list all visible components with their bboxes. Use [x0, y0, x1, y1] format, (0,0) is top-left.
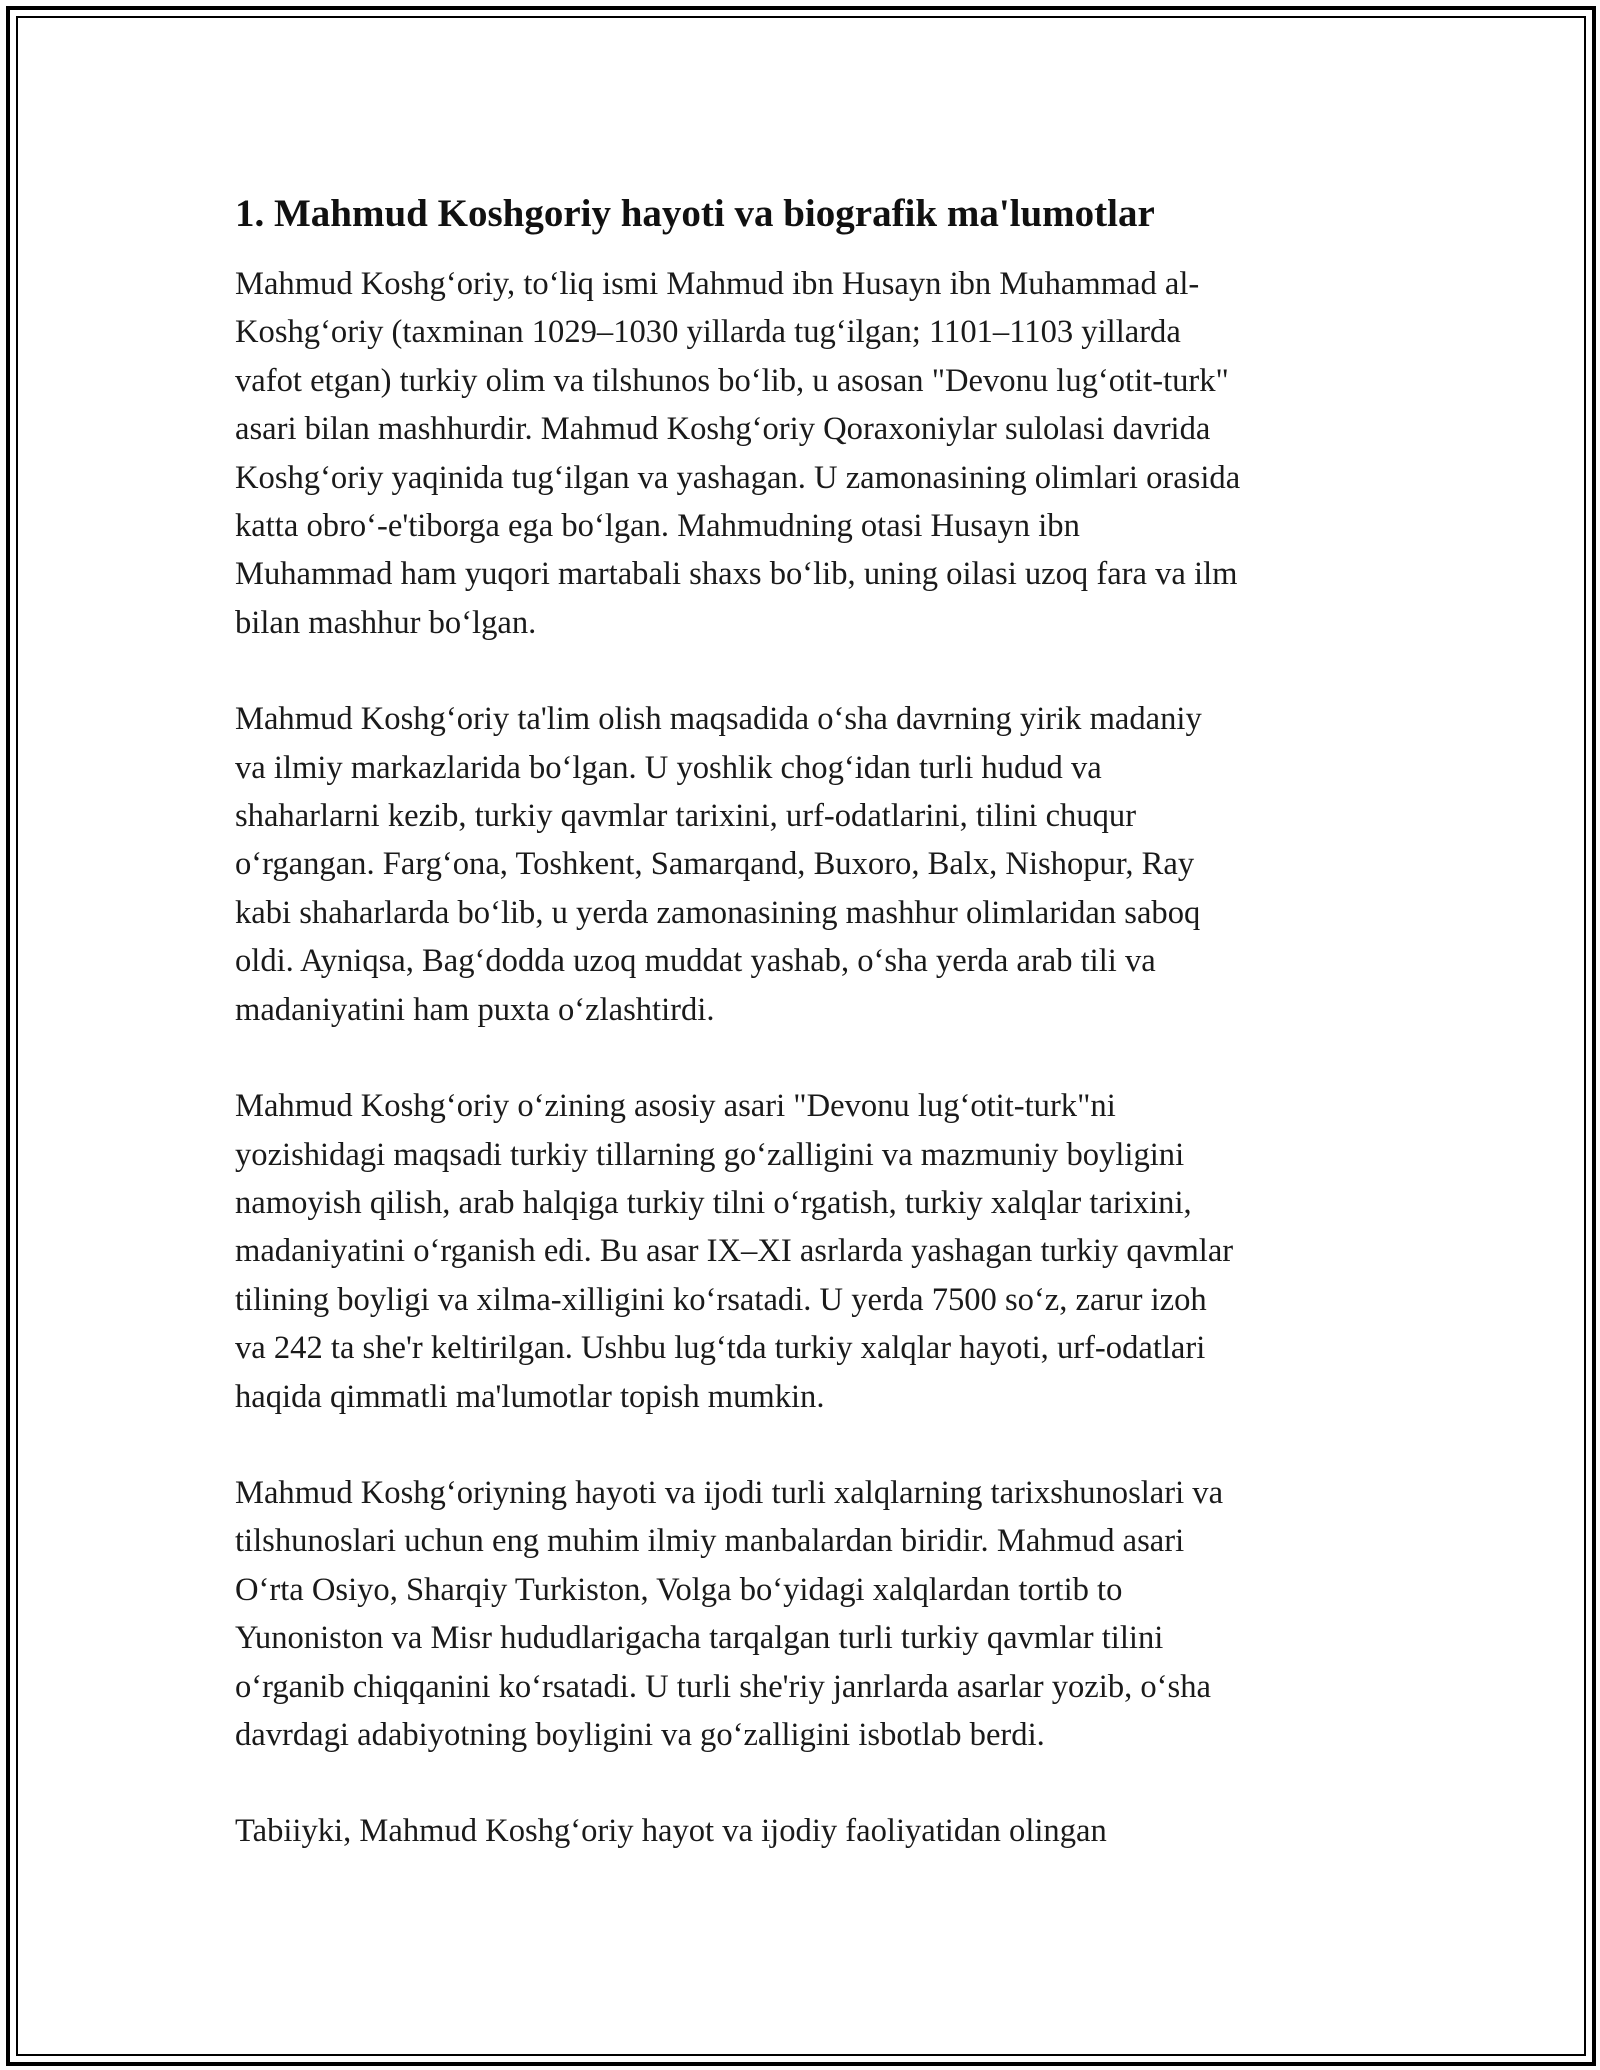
text-line: bilan mashhur bo‘lgan.: [235, 604, 537, 641]
paragraph-5: [235, 1807, 1375, 1855]
text-line: o‘rgangan. Farg‘ona, Toshkent, Samarqand, Buxoro, Balx, Nishopur, Ray: [235, 846, 1195, 883]
paragraph-4: [235, 1469, 1375, 1759]
text-line: yozishidagi maqsadi turkiy tillarning go‘zalligini va mazmuniy boyligini: [235, 1136, 1185, 1173]
text-line: Koshg‘oriy (taxminan 1029–1030 yillarda tug‘ilgan; 1101–1103 yillarda: [235, 314, 1181, 351]
text-line: Mahmud Koshg‘oriy ta'lim olish maqsadida o‘sha davrning yirik madaniy: [235, 701, 1202, 738]
text-line: Mahmud Koshg‘oriy, to‘liq ismi Mahmud ibn Husayn ibn Muhammad al-: [235, 266, 1200, 302]
text-line: va ilmiy markazlarida bo‘lgan. U yoshlik chog‘idan turli hudud va: [235, 749, 1102, 786]
text-line: davrdagi adabiyotning boyligini va go‘zalligini isbotlab berdi.: [235, 1716, 1045, 1753]
text-line: oldi. Ayniqsa, Bag‘dodda uzoq muddat yashab, o‘sha yerda arab tili va: [235, 943, 1156, 980]
text-line: asari bilan mashhurdir. Mahmud Koshg‘oriy Qoraxoniylar sulolasi davrida: [235, 411, 1211, 448]
text-line: kabi shaharlarda bo‘lib, u yerda zamonasining mashhur olimlaridan saboq: [235, 894, 1201, 931]
text-line: shaharlarni kezib, turkiy qavmlar tarixini, urf-odatlarini, tilini chuqur: [235, 798, 1137, 835]
text-line: Yunoniston va Misr hududlarigacha tarqalgan turli turkiy qavmlar tilini: [235, 1620, 1164, 1657]
text-line: Mahmud Koshg‘oriyning hayoti va ijodi turli xalqlarning tarixshunoslari va: [235, 1474, 1224, 1511]
text-line: o‘rganib chiqqanini ko‘rsatadi. U turli she'riy janrlarda asarlar yozib, o‘sha: [235, 1668, 1211, 1705]
text-line: haqida qimmatli ma'lumotlar topish mumkin.: [235, 1378, 825, 1415]
text-line: Mahmud Koshg‘oriy o‘zining asosiy asari "Devonu lug‘otit-turk"ni: [235, 1088, 1116, 1125]
text-line: madaniyatini ham puxta o‘zlashtirdi.: [235, 991, 715, 1028]
text-line: tilining boyligi va xilma-xilligini ko‘rsatadi. U yerda 7500 so‘z, zarur izoh: [235, 1281, 1207, 1318]
section-heading: 1. Mahmud Koshgoriy hayoti va biografik ma'lumotlar: [235, 192, 1155, 235]
paragraph-2: [235, 695, 1375, 1034]
paragraph-3: [235, 1082, 1375, 1421]
document-body: [235, 186, 1375, 1904]
text-line: va 242 ta she'r keltirilgan. Ushbu lug‘tda turkiy xalqlar hayoti, urf-odatlari: [235, 1330, 1206, 1367]
text-line: Koshg‘oriy yaqinida tug‘ilgan va yashagan. U zamonasining olimlari orasida: [235, 459, 1241, 496]
text-line: katta obro‘-e'tiborga ega bo‘lgan. Mahmudning otasi Husayn ibn: [235, 508, 1080, 545]
text-line: namoyish qilish, arab halqiga turkiy tilni o‘rgatish, turkiy xalqlar tarixini,: [235, 1184, 1192, 1221]
text-line: Muhammad ham yuqori martabali shaxs bo‘lib, uning oilasi uzoq fara va ilm: [235, 556, 1238, 593]
paragraph-1: [235, 260, 1375, 647]
text-line: madaniyatini o‘rganish edi. Bu asar IX–XI asrlarda yashagan turkiy qavmlar: [235, 1233, 1234, 1270]
text-line: Tabiiyki, Mahmud Koshg‘oriy hayot va ijodiy faoliyatidan olingan: [235, 1813, 1107, 1850]
text-line: vafot etgan) turkiy olim va tilshunos bo‘lib, u asosan "Devonu lug‘otit-turk": [235, 362, 1229, 399]
text-line: tilshunoslari uchun eng muhim ilmiy manbalardan biridir. Mahmud asari: [235, 1523, 1185, 1560]
text-line: O‘rta Osiyo, Sharqiy Turkiston, Volga bo‘yidagi xalqlardan tortib to: [235, 1571, 1123, 1608]
